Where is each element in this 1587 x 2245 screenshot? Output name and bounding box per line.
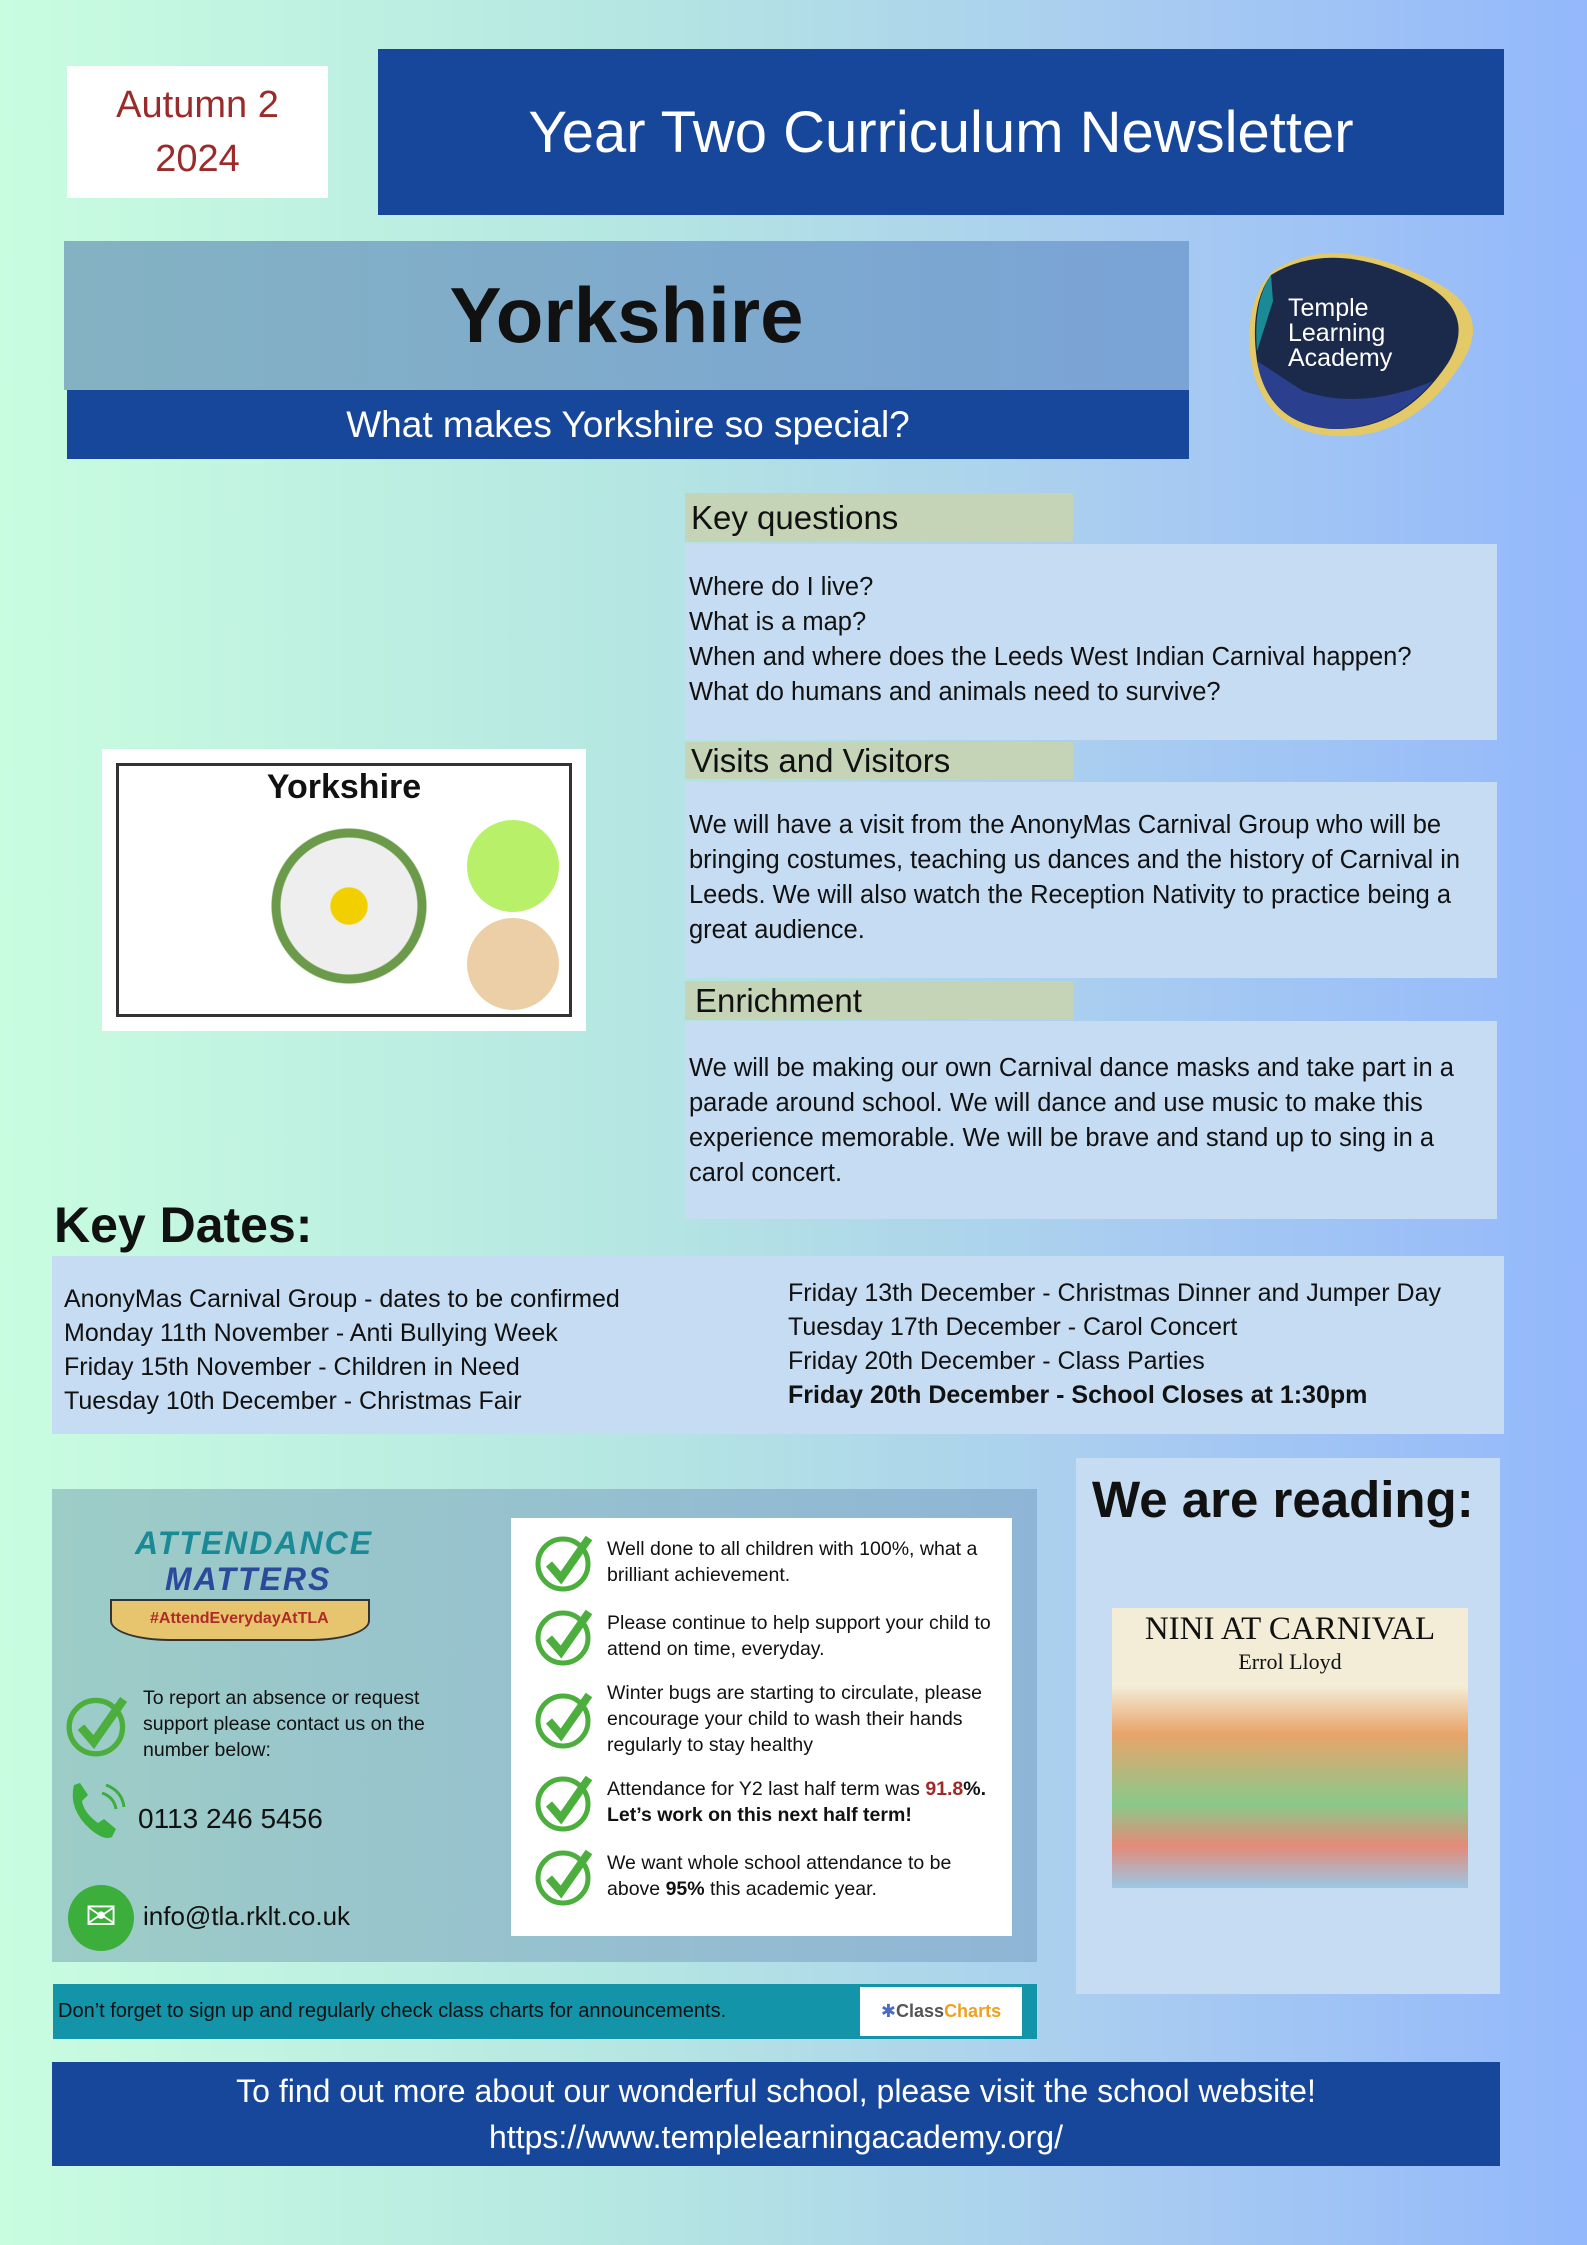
book-cover (1112, 1608, 1468, 1888)
logo-line: Academy (1288, 344, 1393, 372)
visits-label: Visits and Visitors (685, 742, 1073, 779)
date-item: Tuesday 17th December - Carol Concert (788, 1313, 1238, 1341)
book-author: Errol Lloyd (1238, 1649, 1342, 1674)
family-icon (467, 918, 559, 1010)
attendance-item: Well done to all children with 100%, what a brilliant achievement. (607, 1538, 978, 1586)
hashtag: #AttendEverydayAtTLA (150, 1610, 329, 1627)
date-item: Friday 15th November - Children in Need (64, 1353, 520, 1381)
yorkshire-image (102, 749, 586, 1031)
attendance-row (535, 1772, 1002, 1832)
date-item-closing: Friday 20th December - School Closes at 1:30pm (788, 1381, 1368, 1409)
attendance-item-whole (607, 1850, 1002, 1902)
logo-star-icon: ✱ (880, 2001, 897, 2021)
classcharts-text: Don’t forget to sign up and regularly check class charts for announcements. (58, 2000, 727, 2022)
key-questions-box (685, 544, 1497, 740)
question: When and where does the Leeds West Indian Carnival happen? (689, 643, 1412, 671)
newsletter-title: Year Two Curriculum Newsletter (378, 49, 1504, 215)
attendance-item-y2 (607, 1776, 1002, 1828)
attendance-matters-logo (80, 1525, 400, 1655)
question: Where do I live? (689, 573, 874, 601)
date-item: Tuesday 10th December - Christmas Fair (64, 1387, 522, 1415)
logo-text: Class (896, 2001, 945, 2021)
image-title: Yorkshire (266, 768, 422, 806)
attendance-item: Please continue to help support your child to attend on time, everyday. (607, 1612, 991, 1660)
y2-attendance-value: 91.8 (925, 1778, 964, 1800)
term-badge (67, 66, 328, 198)
email-address[interactable]: info@tla.rklt.co.uk (143, 1901, 351, 1931)
email-icon: ✉ (68, 1885, 134, 1951)
term-year: 2024 (155, 138, 240, 180)
check-icon (66, 1693, 130, 1757)
attendance-item: Winter bugs are starting to circulate, please encourage your child to wash their hands regularly to stay healthy (607, 1682, 983, 1756)
logo-text: Charts (944, 2001, 1002, 2021)
enrichment-text: We will be making our own Carnival dance masks and take part in a parade around school. We will dance and use music to make this experience memorable. We will be brave and stand up to sing in a carol concert. (685, 1021, 1497, 1219)
report-absence-text: To report an absence or request support please contact us on the number below: (143, 1687, 425, 1761)
attendance-row (535, 1680, 1002, 1758)
check-icon (535, 1772, 595, 1832)
classcharts-logo[interactable] (860, 1987, 1022, 2036)
check-icon (535, 1689, 595, 1749)
logo-line: ATTENDANCE (135, 1525, 374, 1561)
date-item: Monday 11th November - Anti Bullying Week (64, 1319, 558, 1347)
plant-icon (467, 820, 559, 912)
logo-line: MATTERS (165, 1561, 332, 1597)
target-value: 95% (665, 1878, 705, 1900)
date-item: Friday 20th December - Class Parties (788, 1347, 1205, 1375)
school-logo (1243, 241, 1483, 441)
text: this academic year. (704, 1878, 877, 1900)
footer-text: To find out more about our wonderful school, please visit the school website! (236, 2073, 1316, 2109)
check-icon (535, 1846, 595, 1906)
phone-icon (66, 1779, 130, 1843)
check-icon (535, 1606, 595, 1666)
attendance-card (511, 1518, 1012, 1936)
text: %. Let’s work on this next half term! (607, 1778, 987, 1826)
attendance-row (535, 1606, 1002, 1666)
phone-number[interactable]: 0113 246 5456 (138, 1803, 323, 1834)
footer (52, 2062, 1500, 2166)
date-item: Friday 13th December - Christmas Dinner and Jumper Day (788, 1279, 1442, 1307)
logo-line: Learning (1288, 319, 1386, 347)
check-icon (535, 1532, 595, 1592)
key-dates-box (52, 1256, 1504, 1434)
attendance-row (535, 1532, 1002, 1592)
reading-panel (1076, 1458, 1500, 1994)
question: What is a map? (689, 608, 867, 636)
topic-title: Yorkshire (64, 241, 1189, 390)
enrichment-label: Enrichment (685, 981, 1073, 1020)
classcharts-bar (53, 1984, 1037, 2039)
question: What do humans and animals need to survive? (689, 678, 1221, 706)
reading-heading: We are reading: (1092, 1471, 1474, 1528)
term-name: Autumn 2 (116, 84, 279, 126)
visits-text: We will have a visit from the AnonyMas Carnival Group who will be bringing costumes, teaching us dances and the history of Carnival in Leeds. We will also watch the Reception Nativity to practice being a great audience. (685, 782, 1497, 978)
key-questions-label: Key questions (685, 493, 1073, 542)
school-website-link[interactable]: https://www.templelearningacademy.org/ (489, 2119, 1063, 2155)
text: Attendance for Y2 last half term was (607, 1778, 926, 1800)
book-title: NINI AT CARNIVAL (1144, 1611, 1436, 1647)
attendance-row (535, 1846, 1002, 1906)
text: We want whole school attendance to be above (607, 1852, 952, 1900)
date-item: AnonyMas Carnival Group - dates to be confirmed (64, 1285, 620, 1313)
logo-line: Temple (1288, 294, 1369, 322)
yorkshire-rose-icon (269, 826, 429, 986)
key-dates-heading: Key Dates: (54, 1197, 313, 1253)
topic-subtitle: What makes Yorkshire so special? (67, 390, 1189, 459)
